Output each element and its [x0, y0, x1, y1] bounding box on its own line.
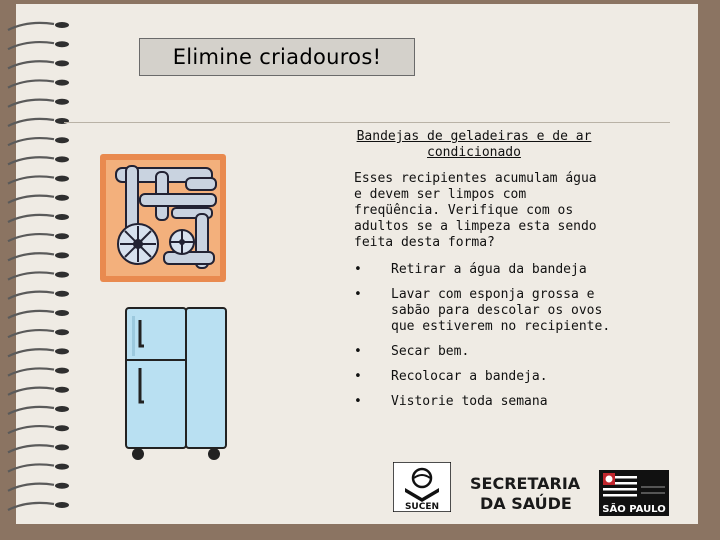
spiral-hole [55, 195, 69, 201]
bullet: • [354, 287, 362, 302]
spiral-hole [55, 310, 69, 316]
spiral-hole [55, 176, 69, 182]
spiral-hole [55, 329, 69, 335]
spiral-hole [55, 272, 69, 278]
spiral-hole [55, 41, 69, 47]
spiral-ring [8, 23, 54, 30]
spiral-ring [8, 42, 54, 49]
refrigerator-icon [124, 306, 228, 462]
spiral-ring [8, 272, 54, 279]
spiral-hole [55, 291, 69, 297]
spiral-hole [55, 214, 69, 220]
spiral-hole [55, 22, 69, 28]
spiral-hole [55, 368, 69, 374]
sucen-logo-icon [393, 462, 451, 512]
spiral-hole [55, 156, 69, 162]
spiral-hole [55, 483, 69, 489]
spiral-hole [55, 118, 69, 124]
spiral-hole [55, 406, 69, 412]
step-text: Recolocar a bandeja. [391, 369, 548, 384]
bullet: • [354, 262, 362, 277]
spiral-ring [8, 119, 54, 126]
secretaria-line2: DA SAÚDE [480, 494, 572, 513]
spiral-ring [8, 484, 54, 491]
spiral-ring [8, 176, 54, 183]
spiral-ring [8, 445, 54, 452]
spiral-ring [8, 215, 54, 222]
list-item [350, 262, 622, 278]
step-text: Lavar com esponja grossa e sabão para descolar os ovos que estiverem no recipiente. [391, 287, 611, 334]
step-text: Secar bem. [391, 344, 470, 359]
spiral-hole [55, 425, 69, 431]
list-item [350, 287, 622, 335]
spiral-ring [8, 311, 54, 318]
list-item [350, 369, 622, 385]
spiral-hole [55, 252, 69, 258]
secretaria-logo [470, 474, 580, 514]
spiral-ring [8, 388, 54, 395]
spiral-hole [55, 348, 69, 354]
spiral-hole [55, 99, 69, 105]
bullet: • [354, 344, 362, 359]
spiral-ring [8, 157, 54, 164]
spiral-ring [8, 234, 54, 241]
spiral-hole [55, 137, 69, 143]
spiral-hole [55, 80, 69, 86]
spiral-ring [8, 292, 54, 299]
page-title: Elimine criadouros! [172, 45, 382, 69]
spiral-ring [8, 426, 54, 433]
spiral-ring [8, 80, 54, 87]
spiral-ring [8, 100, 54, 107]
sao-paulo-label: SÃO PAULO [602, 504, 666, 515]
bullet: • [354, 394, 362, 409]
spiral-hole [55, 502, 69, 508]
sucen-logo [393, 462, 451, 512]
bullet: • [354, 369, 362, 384]
spiral-hole [55, 387, 69, 393]
secretaria-line1: SECRETARIA [470, 474, 581, 493]
title-box [139, 38, 415, 76]
spiral-hole [55, 233, 69, 239]
subtitle: Bandejas de geladeiras e de ar condicionado [356, 129, 592, 160]
spiral-ring [8, 368, 54, 375]
sao-paulo-logo [599, 470, 669, 516]
spiral-hole [55, 60, 69, 66]
list-item [350, 344, 622, 360]
spiral-binding-icon [4, 16, 80, 528]
spiral-ring [8, 253, 54, 260]
spiral-ring [8, 464, 54, 471]
spiral-hole [55, 464, 69, 470]
spiral-ring [8, 330, 54, 337]
spiral-ring [8, 407, 54, 414]
spiral-ring [8, 196, 54, 203]
list-item [350, 394, 622, 410]
sucen-label: SUCEN [404, 502, 440, 512]
intro-text: Esses recipientes acumulam água e devem ser limpos com freqüência. Verifique com os adultos se a limpeza esta sendo feita desta forma? [354, 171, 597, 250]
spiral-ring [8, 61, 54, 68]
air-conditioner-icon [100, 154, 226, 282]
spiral-ring [8, 349, 54, 356]
step-text: Retirar a água da bandeja [391, 262, 587, 277]
step-text: Vistorie toda semana [391, 394, 548, 409]
divider [64, 122, 670, 123]
steps-list [350, 262, 622, 419]
spiral-hole [55, 444, 69, 450]
spiral-ring [8, 138, 54, 145]
sao-paulo-flag-icon [599, 470, 669, 504]
spiral-ring [8, 503, 54, 510]
